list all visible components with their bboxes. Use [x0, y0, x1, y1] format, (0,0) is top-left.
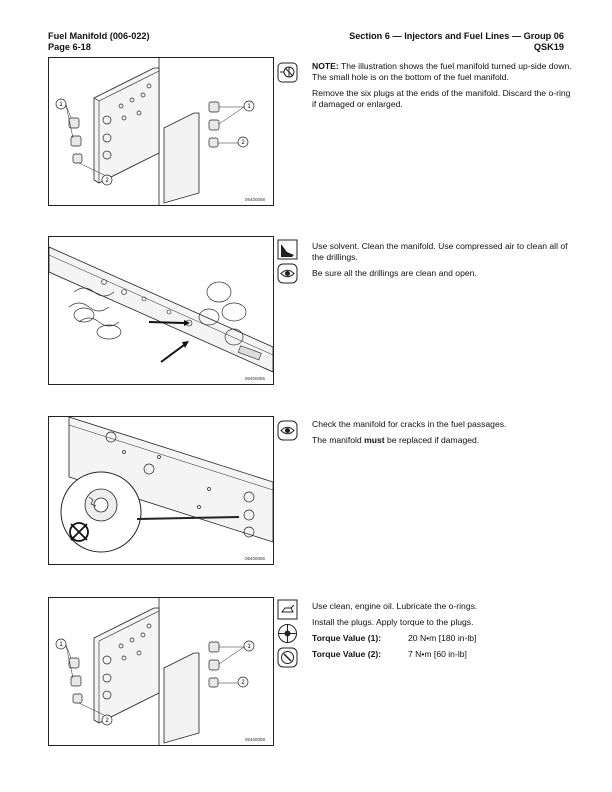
torque-label-1: Torque Value (1):	[312, 633, 382, 643]
inspect-eye-icon	[277, 263, 298, 284]
install-parts-icon	[277, 623, 298, 644]
remove-plugs-text: Remove the six plugs at the ends of the manifold. Discard the o-ring if damaged or enlarged.	[312, 88, 571, 109]
page-number: Page 6-18	[48, 42, 91, 52]
figure-plugs-removal	[48, 57, 274, 206]
figure-number: 06400056	[244, 556, 265, 561]
oil-can-icon	[277, 599, 298, 620]
torque-wrench-icon	[277, 647, 298, 668]
torque-row-2	[312, 649, 576, 660]
callout-2-right: 2	[241, 680, 245, 686]
drillings-check: Be sure all the drillings are clean and open.	[312, 268, 477, 278]
callout-1-left: 1	[59, 102, 63, 108]
callout-2-right: 2	[241, 140, 245, 146]
step-remove-plugs	[312, 61, 576, 115]
note-text: The illustration shows the fuel manifold turned up-side down. The small hole is on the bottom of the fuel manifold.	[312, 61, 572, 82]
header-right	[349, 31, 564, 53]
manifold-crack-illustration	[49, 417, 273, 564]
callout-1-right: 1	[247, 104, 251, 110]
torque-value-2: 7 N•m [60 in-lb]	[408, 649, 467, 659]
header-left	[48, 31, 150, 53]
torque-row-1	[312, 633, 576, 644]
lubricate-text: Use clean, engine oil. Lubricate the o-rings.	[312, 601, 478, 611]
step-install-plugs	[312, 601, 576, 660]
replace-warning: The manifold must be replaced if damaged.	[312, 435, 480, 445]
figure-plugs-install	[48, 597, 274, 746]
chapter-title: Section 6 — Injectors and Fuel Lines — Group 06	[349, 31, 564, 41]
torque-label-2: Torque Value (2):	[312, 649, 382, 659]
callout-2-left: 2	[105, 718, 109, 724]
manifold-plugs-illustration	[49, 58, 273, 205]
figure-number: 06400055	[244, 376, 265, 381]
install-text: Install the plugs. Apply torque to the plugs.	[312, 617, 474, 627]
figure-number: 06400058	[244, 197, 265, 202]
figure-crack-inspection	[48, 416, 274, 565]
manifold-cleaning-illustration	[49, 237, 273, 384]
step-clean-manifold	[312, 241, 576, 284]
callout-1-left: 1	[59, 642, 63, 648]
solvent-icon	[277, 239, 298, 260]
engine-model: QSK19	[533, 42, 564, 52]
figure-cleaning	[48, 236, 274, 385]
inspect-eye-icon	[277, 420, 298, 441]
callout-2-left: 2	[105, 178, 109, 184]
section-title: Fuel Manifold (006-022)	[48, 31, 150, 41]
remove-parts-icon	[277, 62, 298, 83]
step-check-cracks	[312, 419, 576, 451]
clean-instructions: Use solvent. Clean the manifold. Use compressed air to clean all of the drillings.	[312, 241, 568, 262]
callout-1-right: 1	[247, 644, 251, 650]
crack-check-text: Check the manifold for cracks in the fuel passages.	[312, 419, 507, 429]
torque-value-1: 20 N•m [180 in-lb]	[408, 633, 477, 643]
figure-number: 06400058	[244, 737, 265, 742]
note-label: NOTE:	[312, 61, 339, 71]
manifold-plugs-illustration	[49, 598, 273, 745]
